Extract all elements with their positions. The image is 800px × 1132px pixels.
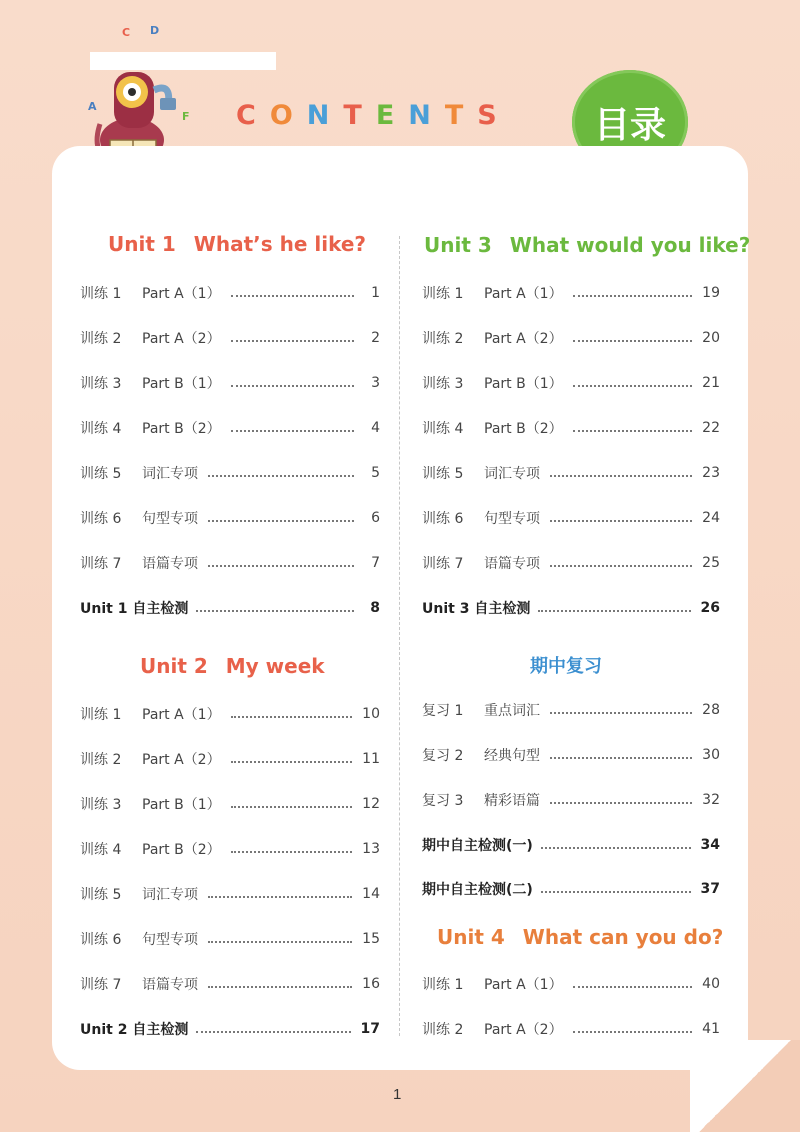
entry-label: 训练 3 [80, 376, 122, 392]
entry-page: 40 [702, 976, 720, 992]
contents-letter: O [269, 100, 307, 131]
entry-page: 12 [362, 796, 380, 812]
entry-label: 训练 1 [422, 286, 464, 302]
entry-title: Part A（2） [142, 752, 221, 768]
contents-letter: N [306, 100, 344, 131]
toc-entry-test[interactable] [422, 879, 720, 899]
toc-entry-test[interactable] [80, 1019, 380, 1039]
entry-title: Part A（1） [484, 977, 563, 993]
entry-page: 15 [362, 931, 380, 947]
unit-4-title: What can you do? [522, 925, 724, 949]
dot-leader [231, 851, 353, 853]
unit-1-title: What’s he like? [193, 232, 367, 256]
contents-letter: T [444, 100, 478, 131]
toc-entry[interactable] [80, 283, 380, 303]
dot-leader [208, 520, 354, 522]
column-divider [399, 236, 400, 1036]
contents-letter: T [343, 100, 376, 131]
entry-page: 32 [702, 792, 720, 808]
toc-entry[interactable] [80, 463, 380, 483]
entry-label: 训练 2 [80, 752, 122, 768]
toc-entry[interactable] [422, 508, 720, 528]
entry-title: 词汇专项 [142, 887, 198, 903]
dot-leader [550, 757, 692, 759]
svg-text:A: A [88, 100, 97, 113]
entry-label: 训练 4 [80, 842, 122, 858]
contents-letter: E [375, 100, 409, 131]
dot-leader [541, 847, 691, 849]
dot-leader [538, 610, 690, 612]
entry-title: 语篇专项 [484, 556, 540, 572]
entry-page: 41 [702, 1021, 720, 1037]
dot-leader [231, 295, 354, 297]
dot-leader [550, 802, 692, 804]
entry-page: 24 [702, 510, 720, 526]
toc-entry[interactable] [422, 463, 720, 483]
entry-title: Part A（1） [142, 286, 221, 302]
toc-entry[interactable] [80, 929, 380, 949]
entry-page: 28 [702, 702, 720, 718]
entry-title: Unit 3 自主检测 [422, 601, 531, 617]
toc-entry[interactable] [80, 839, 380, 859]
entry-page: 17 [360, 1021, 380, 1037]
dot-leader [231, 340, 354, 342]
dot-leader [573, 295, 693, 297]
dot-leader [231, 385, 354, 387]
dot-leader [573, 430, 693, 432]
entry-title: 期中自主检测(二) [422, 882, 533, 898]
unit-2-title: My week [225, 654, 325, 678]
toc-entry[interactable] [80, 508, 380, 528]
entry-page: 13 [362, 841, 380, 857]
entry-label: 训练 6 [80, 932, 122, 948]
unit-3-number: Unit 3 [424, 233, 492, 257]
entry-title: Part B（1） [142, 376, 221, 392]
dot-leader [231, 716, 353, 718]
entry-title: Part B（1） [142, 797, 221, 813]
toc-entry[interactable] [422, 745, 720, 765]
entry-label: 训练 1 [80, 286, 122, 302]
unit-2-number: Unit 2 [140, 654, 208, 678]
entry-title: Part A（1） [484, 286, 563, 302]
dot-leader [573, 385, 693, 387]
dot-leader [231, 430, 354, 432]
entry-page: 37 [700, 881, 720, 897]
entry-label: 训练 2 [422, 1022, 464, 1038]
entry-label: 复习 2 [422, 748, 464, 764]
entry-label: 复习 1 [422, 703, 464, 719]
toc-entry[interactable] [422, 418, 720, 438]
page-number: 1 [393, 1086, 402, 1103]
dot-leader [573, 1031, 693, 1033]
toc-entry[interactable] [80, 974, 380, 994]
unit-4-number: Unit 4 [437, 925, 505, 949]
entry-title: Part A（2） [484, 1022, 563, 1038]
unit-1-number: Unit 1 [108, 232, 176, 256]
dot-leader [208, 565, 354, 567]
contents-title [236, 100, 511, 131]
entry-page: 30 [702, 747, 720, 763]
entry-page: 11 [362, 751, 380, 767]
entry-page: 14 [362, 886, 380, 902]
unit-2-heading [140, 654, 325, 678]
entry-title: 词汇专项 [142, 466, 198, 482]
unit-3-heading [424, 233, 750, 257]
toc-entry[interactable] [422, 283, 720, 303]
entry-title: 句型专项 [484, 511, 540, 527]
unit-4-heading [437, 925, 723, 949]
entry-title: 重点词汇 [484, 703, 540, 719]
entry-page: 25 [702, 555, 720, 571]
svg-text:D: D [150, 24, 160, 37]
entry-page: 1 [371, 285, 380, 301]
toc-entry[interactable] [80, 749, 380, 769]
entry-title: Part A（1） [142, 707, 221, 723]
toc-entry[interactable] [422, 553, 720, 573]
entry-title: Part B（2） [484, 421, 563, 437]
entry-label: 训练 7 [422, 556, 464, 572]
entry-label: 训练 5 [80, 887, 122, 903]
review-heading: 期中复习 [530, 656, 602, 677]
toc-entry[interactable] [80, 553, 380, 573]
header-mask [90, 52, 276, 70]
toc-entry-test[interactable] [422, 835, 720, 855]
svg-text:F: F [182, 110, 190, 123]
toc-entry[interactable] [422, 700, 720, 720]
toc-entry[interactable] [422, 373, 720, 393]
entry-page: 20 [702, 330, 720, 346]
entry-title: 词汇专项 [484, 466, 540, 482]
entry-label: 训练 1 [80, 707, 122, 723]
toc-entry[interactable] [80, 884, 380, 904]
toc-entry[interactable] [80, 418, 380, 438]
entry-title: 期中自主检测(一) [422, 838, 533, 854]
entry-label: 训练 7 [80, 977, 122, 993]
contents-letter: N [408, 100, 445, 131]
toc-entry[interactable] [422, 790, 720, 810]
dot-leader [541, 891, 691, 893]
dot-leader [231, 761, 353, 763]
page-corner-fold [690, 1040, 800, 1132]
dot-leader [231, 806, 353, 808]
dot-leader [550, 712, 692, 714]
entry-page: 22 [702, 420, 720, 436]
contents-badge: 目录 [572, 70, 688, 174]
contents-letter: C [236, 100, 270, 131]
dot-leader [573, 340, 693, 342]
entry-title: Part A（2） [484, 331, 563, 347]
entry-label: 训练 4 [80, 421, 122, 437]
entry-title: Unit 1 自主检测 [80, 601, 189, 617]
entry-title: Part B（2） [142, 842, 221, 858]
entry-page: 6 [371, 510, 380, 526]
entry-title: Part A（2） [142, 331, 221, 347]
dot-leader [550, 565, 692, 567]
entry-page: 10 [362, 706, 380, 722]
toc-entry[interactable] [422, 1019, 720, 1039]
entry-page: 7 [371, 555, 380, 571]
entry-page: 3 [371, 375, 380, 391]
entry-label: 训练 5 [80, 466, 122, 482]
toc-entry[interactable] [80, 794, 380, 814]
entry-label: 训练 1 [422, 977, 464, 993]
entry-page: 34 [700, 837, 720, 853]
entry-title: 句型专项 [142, 511, 198, 527]
entry-page: 21 [702, 375, 720, 391]
contents-letter: S [477, 100, 511, 131]
dot-leader [196, 1031, 350, 1033]
entry-title: 语篇专项 [142, 556, 198, 572]
entry-label: 训练 5 [422, 466, 464, 482]
dot-leader [208, 896, 352, 898]
entry-page: 5 [371, 465, 380, 481]
entry-label: 训练 6 [80, 511, 122, 527]
entry-label: 训练 3 [80, 797, 122, 813]
entry-label: 训练 2 [422, 331, 464, 347]
toc-entry[interactable] [422, 974, 720, 994]
entry-label: 复习 3 [422, 793, 464, 809]
toc-entry-test[interactable] [80, 598, 380, 618]
entry-page: 4 [371, 420, 380, 436]
dot-leader [550, 520, 692, 522]
entry-page: 19 [702, 285, 720, 301]
entry-title: 经典句型 [484, 748, 540, 764]
entry-title: Part B（2） [142, 421, 221, 437]
entry-title: 语篇专项 [142, 977, 198, 993]
entry-title: 精彩语篇 [484, 793, 540, 809]
toc-entry[interactable] [80, 373, 380, 393]
entry-page: 16 [362, 976, 380, 992]
svg-text:C: C [122, 26, 131, 39]
entry-page: 23 [702, 465, 720, 481]
toc-entry-test[interactable] [422, 598, 720, 618]
entry-page: 2 [371, 330, 380, 346]
unit-3-title: What would you like? [509, 233, 751, 257]
entry-title: Unit 2 自主检测 [80, 1022, 189, 1038]
dot-leader [208, 986, 352, 988]
dot-leader [550, 475, 692, 477]
dot-leader [196, 610, 354, 612]
dot-leader [208, 941, 352, 943]
entry-label: 训练 3 [422, 376, 464, 392]
unit-1-heading [108, 232, 366, 256]
dot-leader [573, 986, 693, 988]
entry-page: 26 [700, 600, 720, 616]
toc-entry[interactable] [80, 704, 380, 724]
entry-label: 训练 6 [422, 511, 464, 527]
toc-entry[interactable] [422, 328, 720, 348]
toc-entry[interactable] [80, 328, 380, 348]
entry-page: 8 [370, 600, 380, 616]
entry-label: 训练 2 [80, 331, 122, 347]
dot-leader [208, 475, 354, 477]
entry-title: 句型专项 [142, 932, 198, 948]
entry-label: 训练 4 [422, 421, 464, 437]
entry-label: 训练 7 [80, 556, 122, 572]
entry-title: Part B（1） [484, 376, 563, 392]
